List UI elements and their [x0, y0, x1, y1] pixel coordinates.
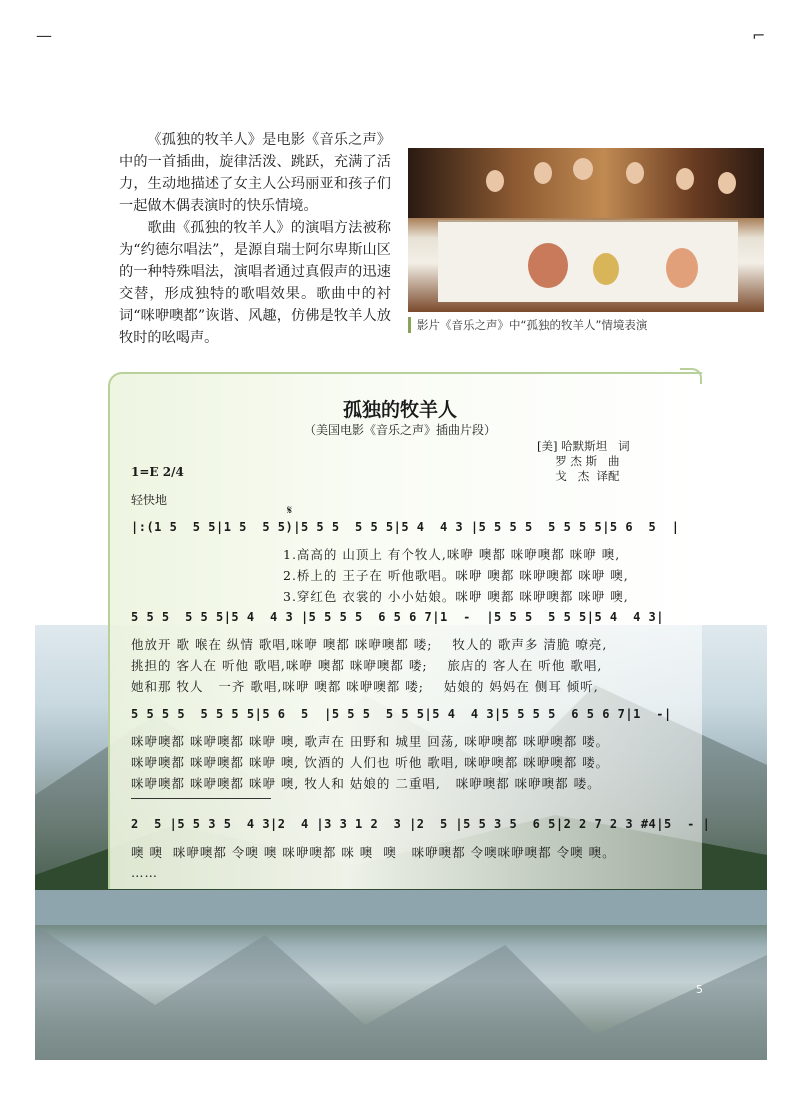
lyrics-line-1-verse-1: 1.高高的 山顶上 有个牧人,咪咿 噢都 咪咿噢都 咪咿 噢, — [283, 547, 621, 562]
intro-text — [119, 129, 391, 349]
photo-figure — [573, 158, 593, 180]
puppet — [666, 248, 698, 288]
credit-lyricist: [美] 哈默斯坦 词 — [537, 439, 630, 453]
photo-figure — [626, 162, 644, 184]
lyrics-line-1-verse-3: 3.穿红色 衣裳的 小小姑娘。咪咿 噢都 咪咿噢都 咪咿 噢, — [283, 589, 629, 604]
photo-figure — [534, 162, 552, 184]
photo-figure — [718, 172, 736, 194]
lyrics-line-3-verse-1: 咪咿噢都 咪咿噢都 咪咿 噢, 歌声在 田野和 城里 回荡, 咪咿噢都 咪咿噢都 喽。 — [131, 734, 610, 749]
volta-bracket — [131, 798, 271, 799]
lyrics-line-2-verse-3: 她和那 牧人 一齐 歌唱,咪咿 噢都 咪咿噢都 喽; 姑娘的 妈妈在 侧耳 倾听, — [131, 679, 599, 694]
intro-paragraph-2: 歌曲《孤独的牧羊人》的演唱方法被称为“约德尔唱法”，是源自瑞士阿尔卑斯山区的一种特殊唱法，演唱者通过真假声的迅速交替，形成独特的歌唱效果。歌曲中的衬词“咪咿噢都”诙谐、风趣，仿佛是牧羊人放牧时的吆喝声。 — [119, 220, 391, 346]
lyrics-line-2-verse-2: 挑担的 客人在 听他 歌唱,咪咿 噢都 咪咿噢都 喽; 旅店的 客人在 听他 歌唱, — [131, 658, 603, 673]
movie-still-photo — [408, 148, 764, 312]
photo-figure — [486, 170, 504, 192]
credit-translator: 戈 杰 译配 — [537, 469, 620, 483]
page-number: 5 — [696, 983, 703, 996]
lyrics-line-1-verse-2: 2.桥上的 王子在 听他歌唱。咪咿 噢都 咪咿噢都 咪咿 噢, — [283, 568, 629, 583]
intro-paragraph-1: 《孤独的牧羊人》是电影《音乐之声》中的一首插曲，旋律活泼、跳跃，充满了活力，生动地描述了女主人公玛丽亚和孩子们一起做木偶表演时的快乐情境。 — [119, 132, 391, 214]
puppet — [593, 253, 619, 285]
score-notes-line-1: |:(1 5 5 5|1 5 5 5)|5 5 5 5 5 5|5 4 4 3 |5 5 5 5 5 5 5 5|5 6 5 | — [131, 520, 680, 534]
song-credits — [537, 439, 630, 484]
song-subtitle: （美国电影《音乐之声》插曲片段） — [303, 423, 496, 437]
song-title: 孤独的牧羊人 — [342, 399, 457, 421]
tempo-marking: 轻快地 — [131, 493, 168, 507]
credit-composer: 罗 杰 斯 曲 — [537, 454, 620, 468]
crop-mark-right: ⌐ — [752, 26, 766, 45]
score-notes-line-2: 5 5 5 5 5 5|5 4 4 3 |5 5 5 5 6 5 6 7|1 - |5 5 5 5 5 5|5 4 4 3| — [131, 610, 664, 624]
puppet — [528, 243, 568, 288]
panel-corner-decoration — [680, 368, 702, 384]
photo-caption: 影片《音乐之声》中“孤独的牧羊人”情境表演 — [408, 317, 647, 333]
score-notes-line-3: 5 5 5 5 5 5 5 5|5 6 5 |5 5 5 5 5 5|5 4 4 3|5 5 5 5 6 5 6 7|1 -| — [131, 707, 672, 721]
photo-figure — [676, 168, 694, 190]
lyrics-line-3-verse-2: 咪咿噢都 咪咿噢都 咪咿 噢, 饮酒的 人们也 听他 歌唱, 咪咿噢都 咪咿噢都 喽。 — [131, 755, 610, 770]
segno-mark: 𝄋 — [287, 503, 293, 517]
lyrics-line-2-verse-1: 他放开 歌 喉在 纵情 歌唱,咪咿 噢都 咪咿噢都 喽; 牧人的 歌声多 清脆 嘹亮, — [131, 637, 608, 652]
lyrics-ellipsis: …… — [131, 865, 158, 880]
key-signature: 1=E 2/4 — [131, 465, 184, 479]
lyrics-line-4-verse-1: 噢 噢 咪咿噢都 令噢 噢 咪咿噢都 咪 噢 噢 咪咿噢都 令噢咪咿噢都 令噢 噢。 — [131, 845, 616, 860]
score-notes-line-4: 2 5 |5 5 3 5 4 3|2 4 |3 3 1 2 3 |2 5 |5 5 3 5 6 5|2 2 7 2 3 #4|5 - | — [131, 817, 711, 831]
lyrics-line-3-verse-3: 咪咿噢都 咪咿噢都 咪咿 噢, 牧人和 姑娘的 二重唱, 咪咿噢都 咪咿噢都 喽。 — [131, 776, 601, 791]
crop-mark-left: — — [36, 26, 52, 45]
